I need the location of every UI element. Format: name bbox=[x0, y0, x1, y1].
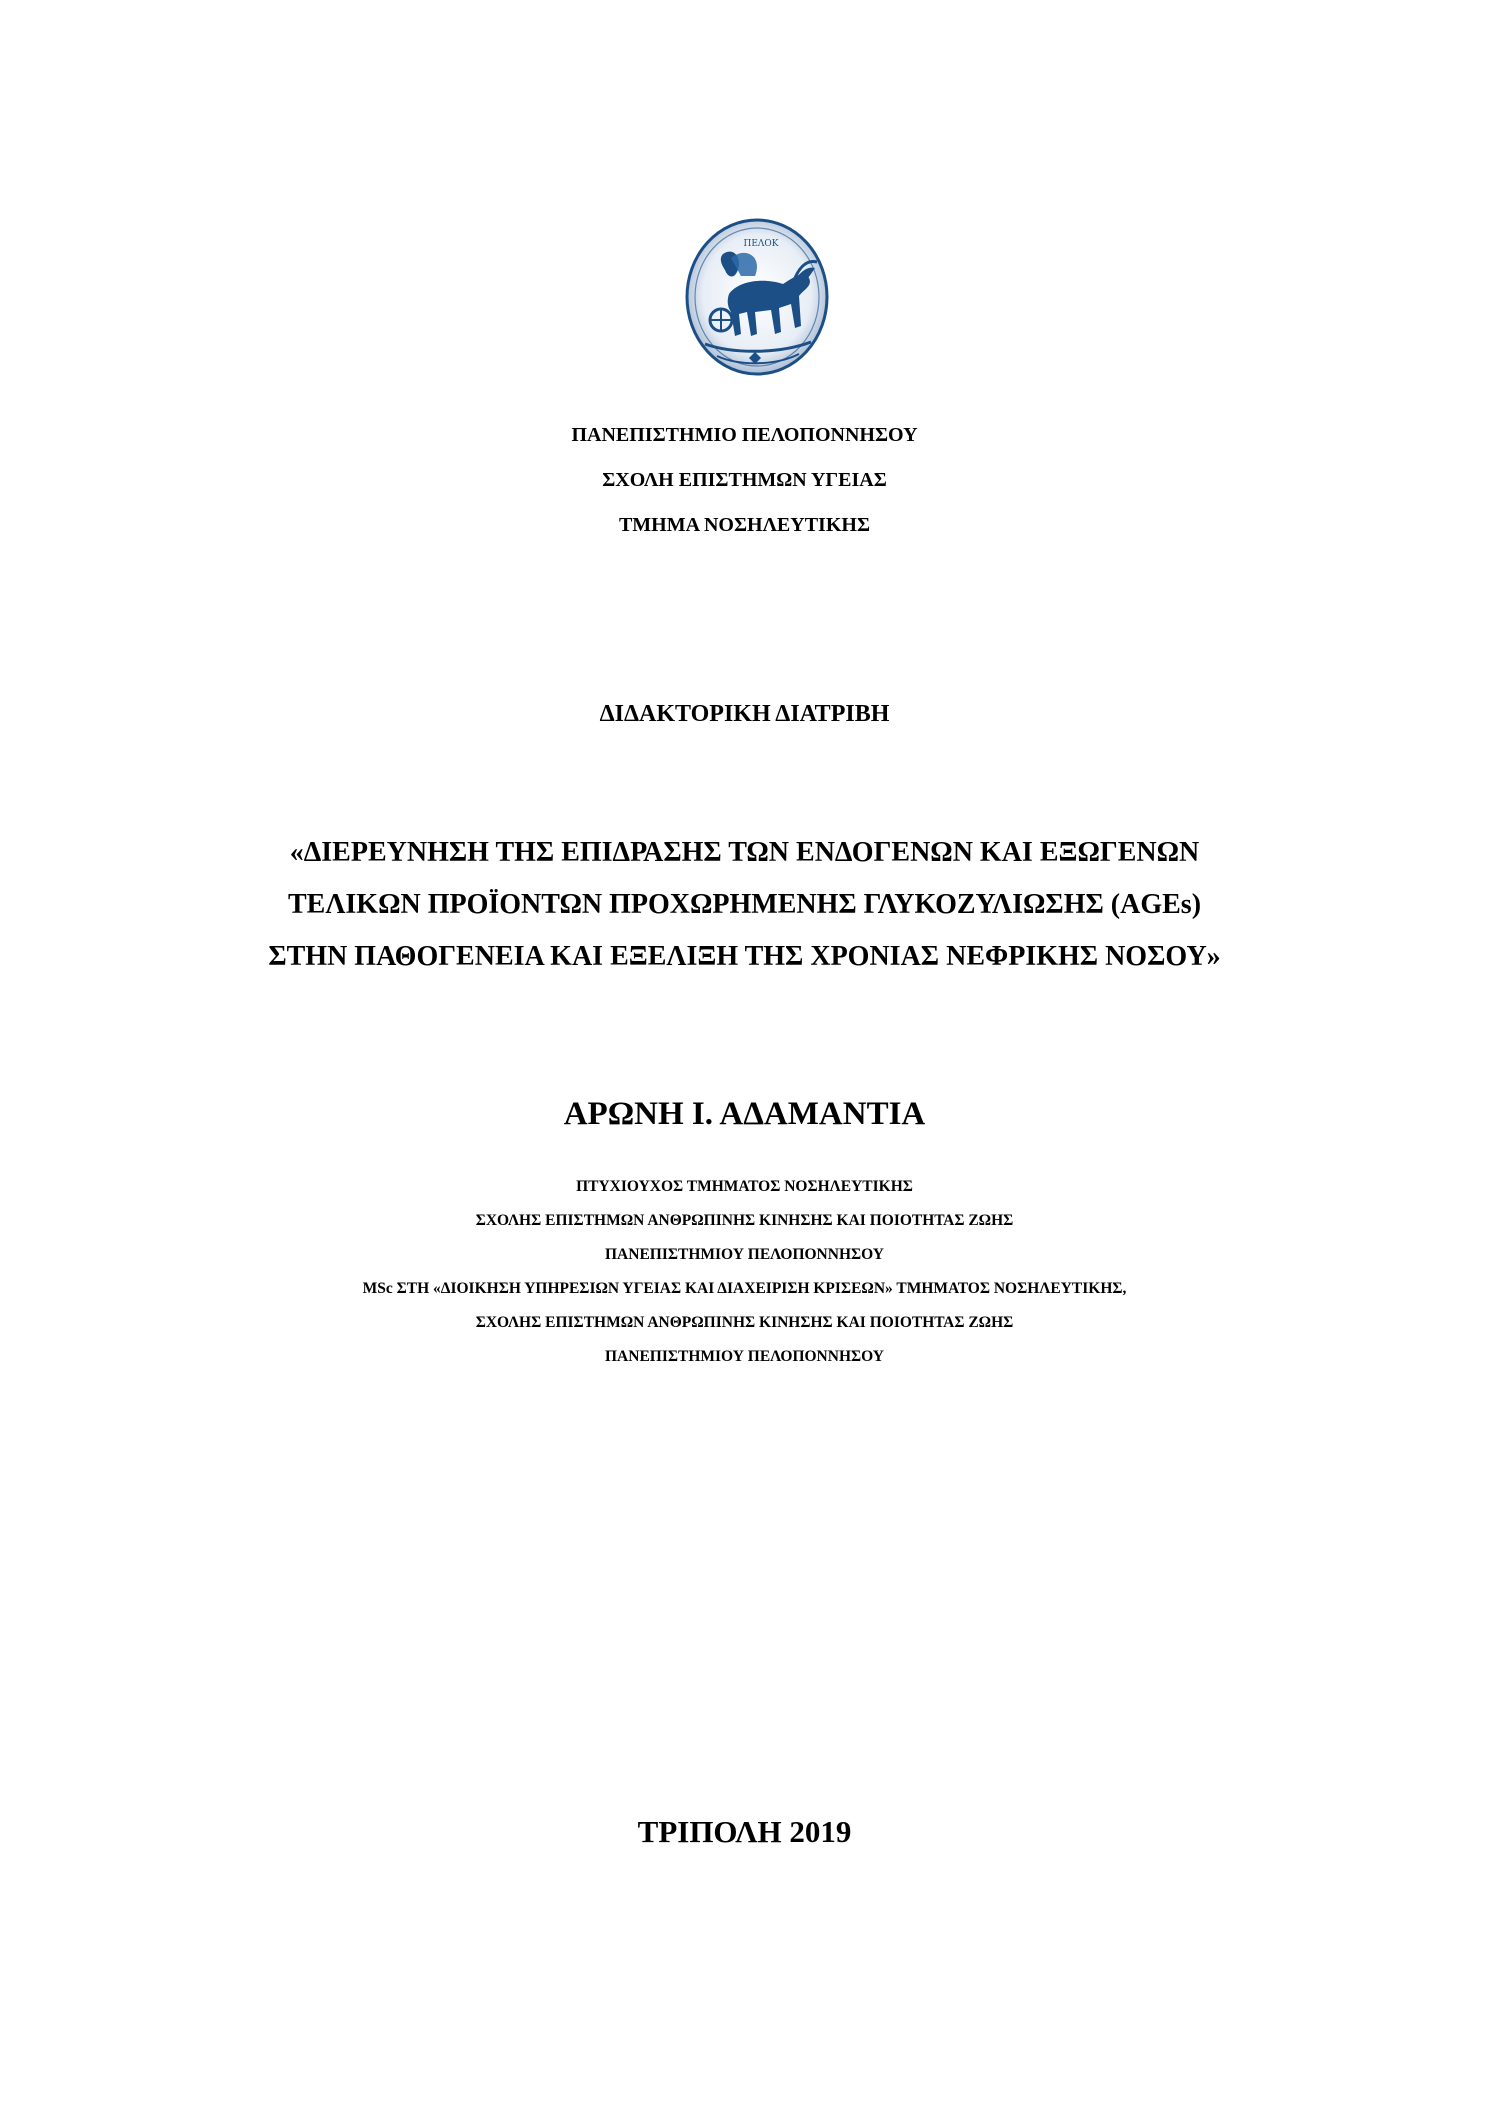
department-name: ΤΜΗΜΑ ΝΟΣΗΛΕΥΤΙΚΗΣ bbox=[618, 514, 871, 536]
document-type: ΔΙΔΑΚΤΟΡΙΚΗ ΔΙΑΤΡΙΒΗ bbox=[599, 701, 890, 727]
author-name: ΑΡΩΝΗ Ι. ΑΔΑΜΑΝΤΙΑ bbox=[563, 1096, 926, 1132]
school-name: ΣΧΟΛΗ ΕΠΙΣΤΗΜΩΝ ΥΓΕΙΑΣ bbox=[602, 469, 887, 491]
credential-line: ΠΤΥΧΙΟΥΧΟΣ ΤΜΗΜΑΤΟΣ ΝΟΣΗΛΕΥΤΙΚΗΣ bbox=[576, 1178, 913, 1195]
thesis-title-line: ΤΕΛΙΚΩΝ ΠΡΟΪΟΝΤΩΝ ΠΡΟΧΩΡΗΜΕΝΗΣ ΓΛΥΚΟΖΥΛΙΩΣΗΣ (AGEs) bbox=[287, 889, 1202, 920]
thesis-title-line: ΣΤΗΝ ΠΑΘΟΓΕΝΕΙΑ ΚΑΙ ΕΞΕΛΙΞΗ ΤΗΣ ΧΡΟΝΙΑΣ ΝΕΦΡΙΚΗΣ ΝΟΣΟΥ» bbox=[268, 941, 1221, 972]
credential-line: ΠΑΝΕΠΙΣΤΗΜΙΟΥ ΠΕΛΟΠΟΝΝΗΣΟΥ bbox=[605, 1246, 884, 1263]
credential-line: ΣΧΟΛΗΣ ΕΠΙΣΤΗΜΩΝ ΑΝΘΡΩΠΙΝΗΣ ΚΙΝΗΣΗΣ ΚΑΙ ΠΟΙΟΤΗΤΑΣ ΖΩΗΣ bbox=[475, 1212, 1014, 1229]
credential-line: ΠΑΝΕΠΙΣΤΗΜΙΟΥ ΠΕΛΟΠΟΝΝΗΣΟΥ bbox=[605, 1348, 884, 1365]
seal-inscription: ΠΕΛΟΚ bbox=[743, 239, 779, 249]
university-seal-icon bbox=[683, 216, 831, 379]
credential-line: MSc ΣΤΗ «ΔΙΟΙΚΗΣΗ ΥΠΗΡΕΣΙΩΝ ΥΓΕΙΑΣ ΚΑΙ ΔΙΑΧΕΙΡΙΣΗ ΚΡΙΣΕΩΝ» ΤΜΗΜΑΤΟΣ ΝΟΣΗΛΕΥΤΙΚΗΣ, bbox=[362, 1280, 1127, 1297]
credential-line: ΣΧΟΛΗΣ ΕΠΙΣΤΗΜΩΝ ΑΝΘΡΩΠΙΝΗΣ ΚΙΝΗΣΗΣ ΚΑΙ ΠΟΙΟΤΗΤΑΣ ΖΩΗΣ bbox=[475, 1314, 1014, 1331]
thesis-title-line: «ΔΙΕΡΕΥΝΗΣΗ ΤΗΣ ΕΠΙΔΡΑΣΗΣ ΤΩΝ ΕΝΔΟΓΕΝΩΝ ΚΑΙ ΕΞΩΓΕΝΩΝ bbox=[289, 837, 1200, 868]
place-year: ΤΡΙΠΟΛΗ 2019 bbox=[637, 1814, 852, 1849]
university-name: ΠΑΝΕΠΙΣΤΗΜΙΟ ΠΕΛΟΠΟΝΝΗΣΟΥ bbox=[571, 424, 918, 446]
